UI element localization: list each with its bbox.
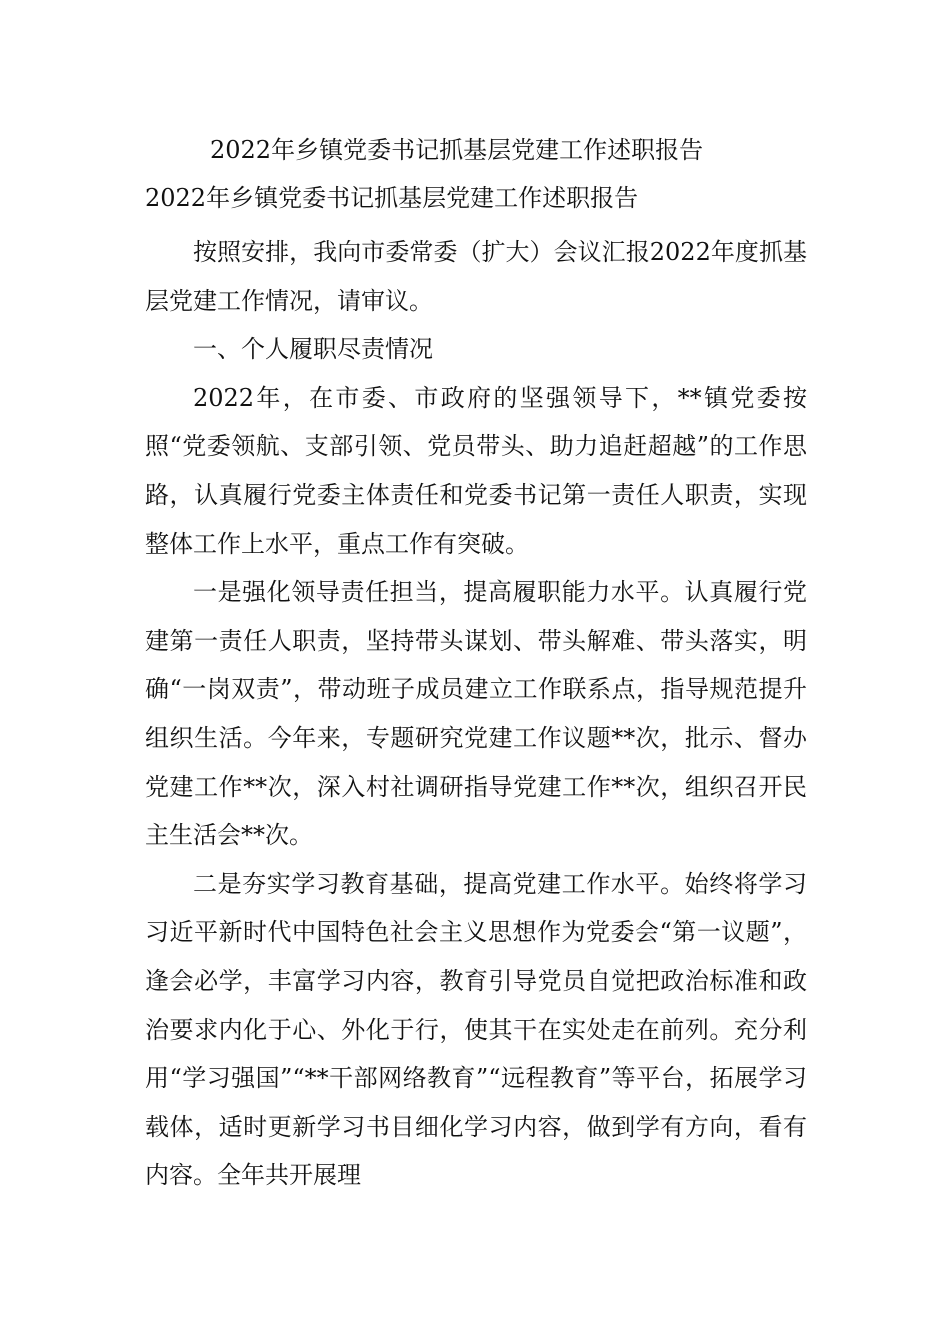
paragraph-overview: 2022年，在市委、市政府的坚强领导下，**镇党委按照“党委领航、支部引领、党员带头、助力追赶超越”的工作思路，认真履行党委主体责任和党委书记第一责任人职责，实现整体工作上水平，重点工作有突破。 [145, 383, 807, 558]
paragraph-intro: 按照安排，我向市委常委（扩大）会议汇报2022年度抓基层党建工作情况，请审议。 [145, 238, 807, 315]
paragraph-leadership: 一是强化领导责任担当，提高履职能力水平。认真履行党建第一责任人职责，坚持带头谋划、带头解难、带头落实，明确“一岗双责”，带动班子成员建立工作联系点，指导规范提升组织生活。今年来，专题研究党建工作议题**次，批示、督办党建工作**次，深入村社调研指导党建工作**次，组织召开民主生活会**次。 [145, 578, 807, 850]
paragraph-learning: 二是夯实学习教育基础，提高党建工作水平。始终将学习习近平新时代中国特色社会主义思想作为党委会“第一议题”，逢会必学，丰富学习内容，教育引导党员自觉把政治标准和政治要求内化于心、外化于行，使其干在实处走在前列。充分利用“学习强国”“**干部网络教育”“远程教育”等平台，拓展学习载体，适时更新学习书目细化学习内容，做到学有方向，看有内容。全年共开展理 [145, 869, 807, 1190]
document-title: 2022年乡镇党委书记抓基层党建工作述职报告 [210, 136, 704, 164]
document-body [145, 228, 807, 1200]
document-subtitle: 2022年乡镇党委书记抓基层党建工作述职报告 [145, 184, 639, 212]
section-heading: 一、个人履职尽责情况 [193, 335, 433, 364]
